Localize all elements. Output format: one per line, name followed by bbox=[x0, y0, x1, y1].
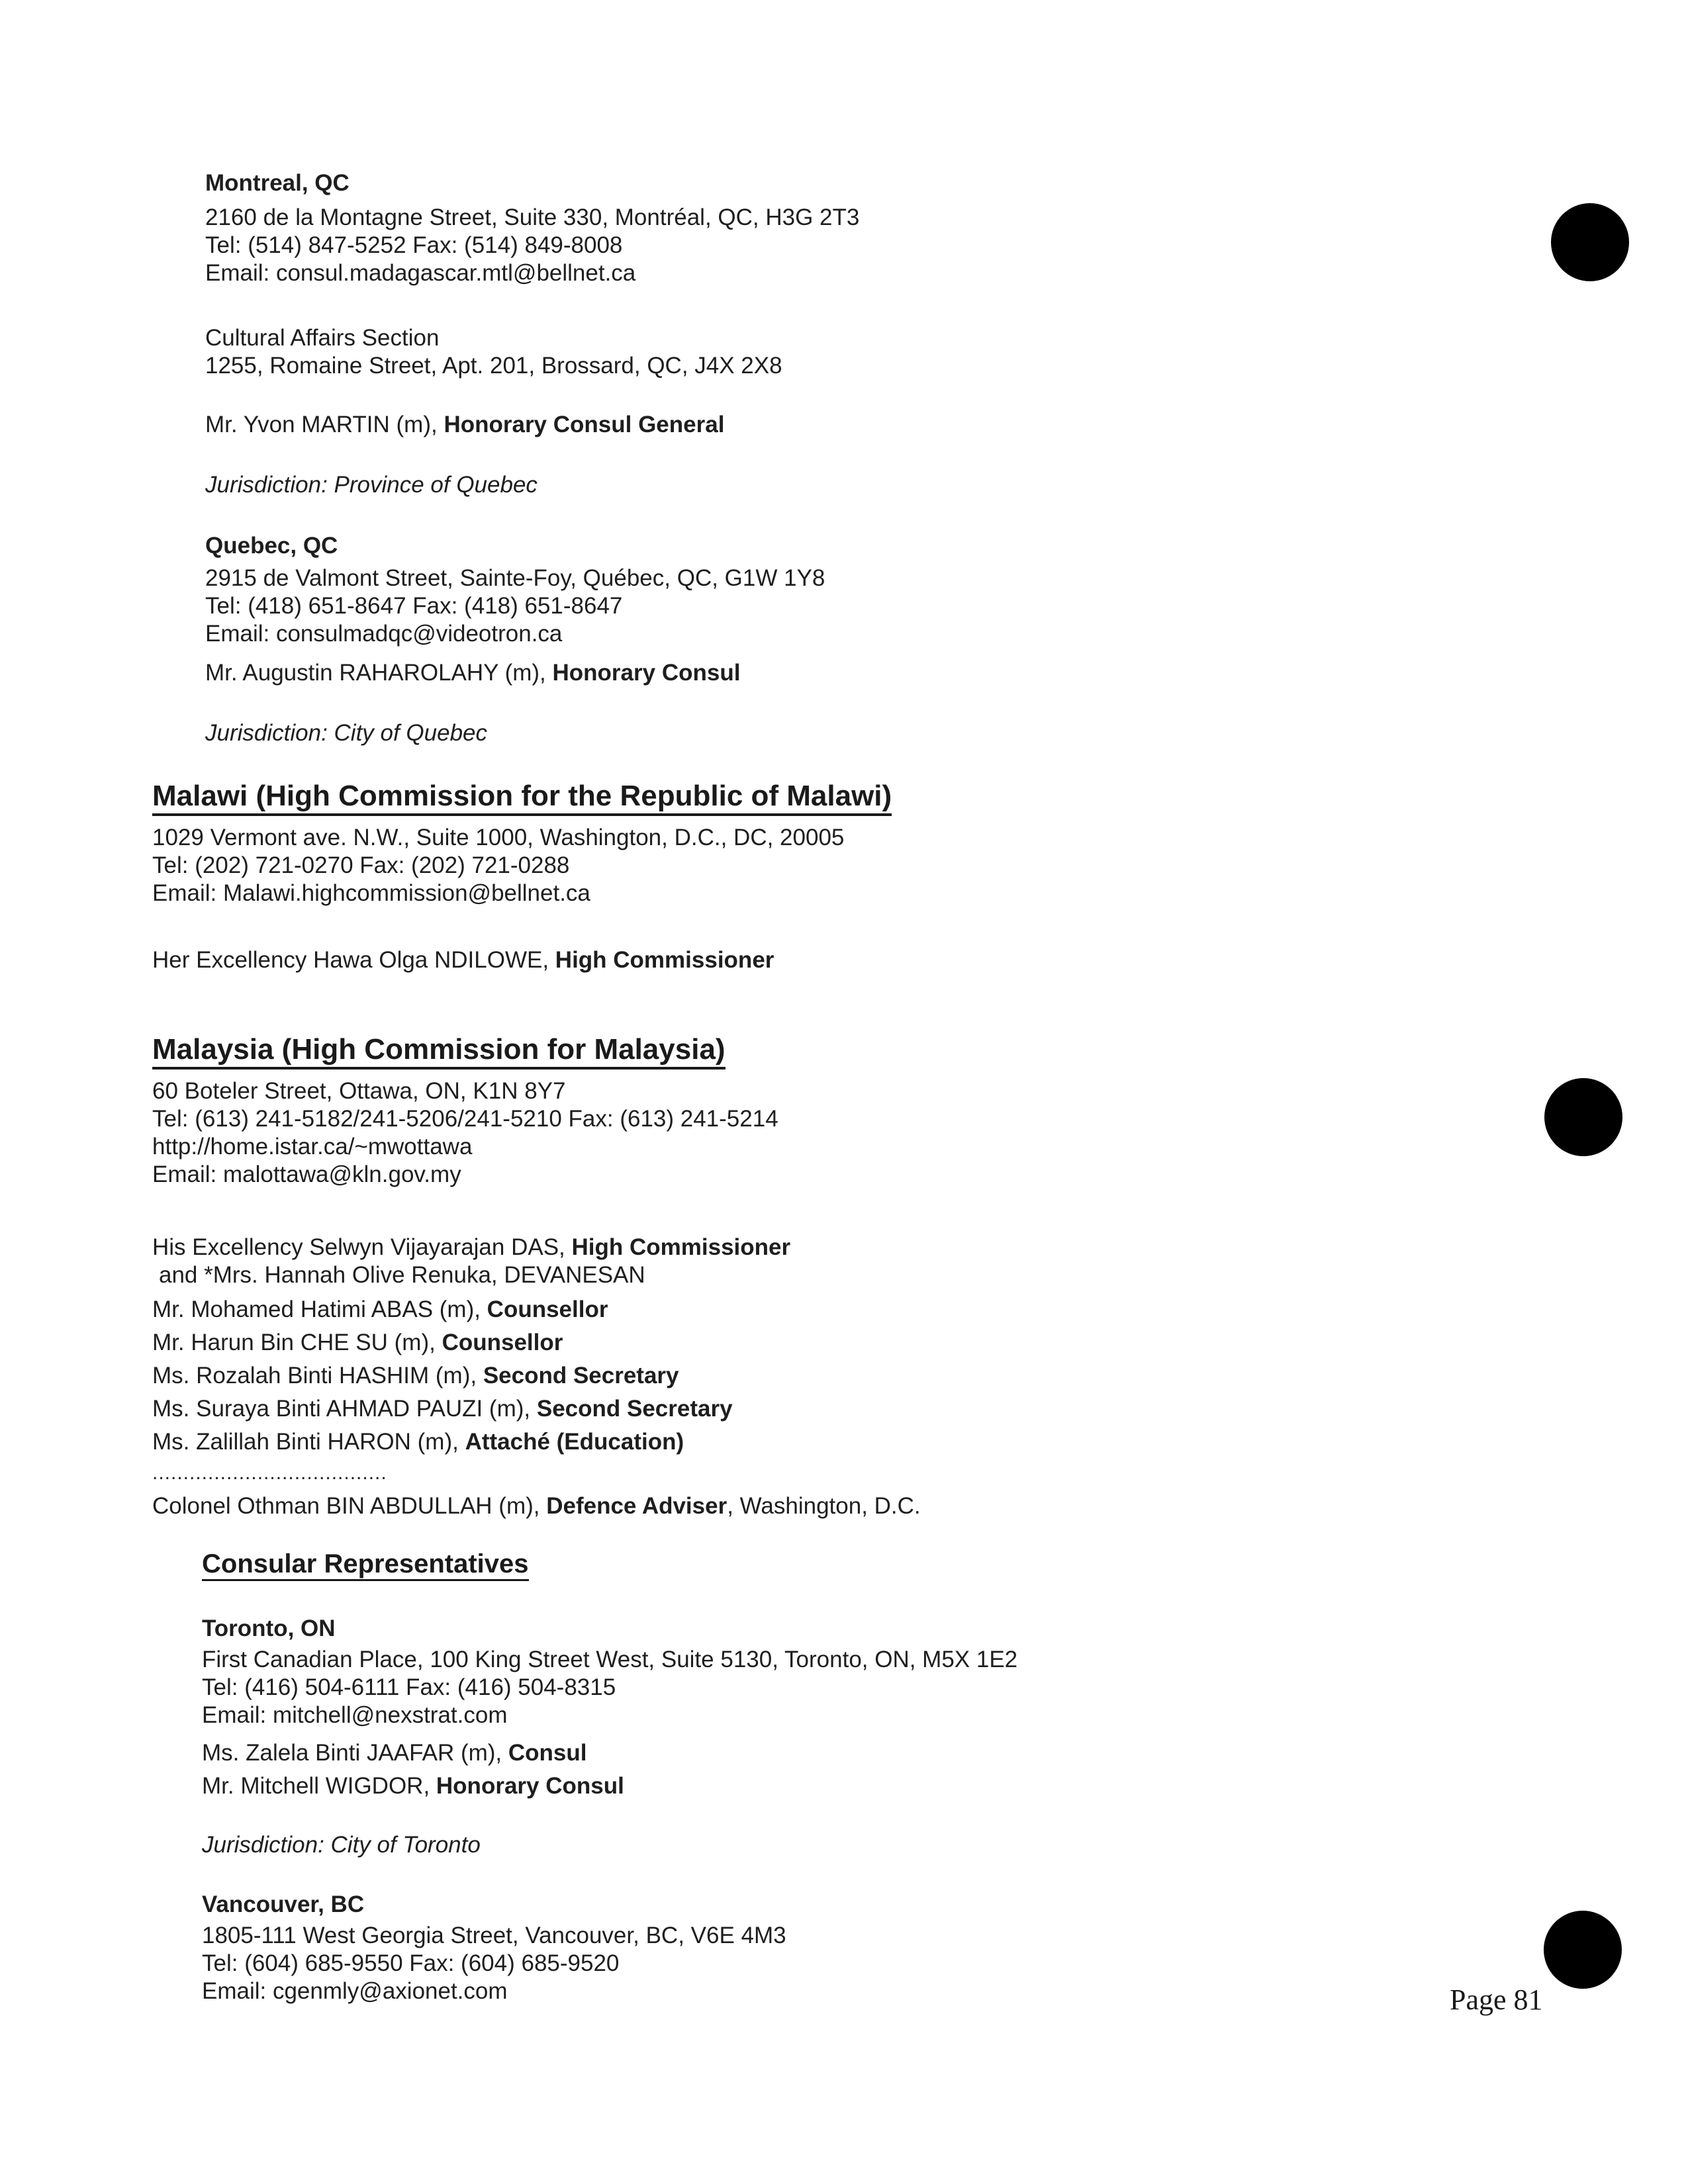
official-name: Her Excellency Hawa Olga NDILOWE, bbox=[152, 947, 555, 973]
toronto-email: Email: mitchell@nexstrat.com bbox=[202, 1702, 508, 1728]
malawi-address: 1029 Vermont ave. N.W., Suite 1000, Washington, D.C., DC, 20005 bbox=[152, 825, 845, 850]
official-title: Defence Adviser bbox=[546, 1493, 727, 1519]
official-title: Honorary Consul General bbox=[444, 412, 725, 437]
quebec-jurisdiction: Jurisdiction: City of Quebec bbox=[205, 720, 488, 746]
malawi-official bbox=[152, 946, 774, 974]
official-title: Counsellor bbox=[487, 1297, 608, 1322]
official-title: High Commissioner bbox=[555, 947, 774, 973]
toronto-city-heading: Toronto, ON bbox=[202, 1615, 336, 1641]
staff-entry bbox=[152, 1362, 679, 1390]
malaysia-defence-adviser bbox=[152, 1492, 921, 1520]
malawi-email: Email: Malawi.highcommission@bellnet.ca bbox=[152, 880, 590, 906]
official-title: Consul bbox=[508, 1740, 587, 1766]
malaysia-address: 60 Boteler Street, Ottawa, ON, K1N 8Y7 bbox=[152, 1078, 566, 1104]
official-title: High Commissioner bbox=[571, 1234, 791, 1260]
official-name: Mr. Mitchell WIGDOR, bbox=[202, 1773, 436, 1799]
official-name: Ms. Zalillah Binti HARON (m), bbox=[152, 1429, 465, 1455]
official-title: Honorary Consul bbox=[552, 660, 741, 686]
malaysia-heading: Malaysia (High Commission for Malaysia) bbox=[152, 1033, 726, 1069]
vancouver-tel: Tel: (604) 685-9550 Fax: (604) 685-9520 bbox=[202, 1950, 620, 1976]
malaysia-tel: Tel: (613) 241-5182/241-5206/241-5210 Fax: (613) 241-5214 bbox=[152, 1106, 778, 1132]
staff-entry bbox=[152, 1296, 608, 1324]
official-title: Second Secretary bbox=[536, 1396, 733, 1422]
toronto-address: First Canadian Place, 100 King Street West, Suite 5130, Toronto, ON, M5X 1E2 bbox=[202, 1647, 1018, 1672]
dotted-separator: ...................................... bbox=[152, 1462, 387, 1484]
malaysia-email: Email: malottawa@kln.gov.my bbox=[152, 1161, 461, 1187]
montreal-jurisdiction: Jurisdiction: Province of Quebec bbox=[205, 472, 538, 498]
quebec-address: 2915 de Valmont Street, Sainte-Foy, Québec, QC, G1W 1Y8 bbox=[205, 565, 825, 591]
official-name: His Excellency Selwyn Vijayarajan DAS, bbox=[152, 1234, 572, 1260]
official-title: Counsellor bbox=[442, 1330, 563, 1355]
staff-entry bbox=[152, 1428, 684, 1456]
official-name: Ms. Rozalah Binti HASHIM (m), bbox=[152, 1363, 483, 1388]
quebec-tel: Tel: (418) 651-8647 Fax: (418) 651-8647 bbox=[205, 593, 623, 619]
official-name: Mr. Augustin RAHAROLAHY (m), bbox=[205, 660, 553, 686]
montreal-cultural-address: 1255, Romaine Street, Apt. 201, Brossard, QC, J4X 2X8 bbox=[205, 353, 782, 379]
montreal-cultural-section: Cultural Affairs Section bbox=[205, 325, 440, 351]
montreal-email: Email: consul.madagascar.mtl@bellnet.ca bbox=[205, 260, 636, 286]
montreal-official bbox=[205, 411, 724, 439]
montreal-tel: Tel: (514) 847-5252 Fax: (514) 849-8008 bbox=[205, 232, 623, 258]
official-name: Ms. Zalela Binti JAAFAR (m), bbox=[202, 1740, 508, 1766]
vancouver-email: Email: cgenmly@axionet.com bbox=[202, 1978, 508, 2004]
montreal-city-heading: Montreal, QC bbox=[205, 170, 350, 196]
malaysia-head-of-mission bbox=[152, 1234, 790, 1261]
quebec-email: Email: consulmadqc@videotron.ca bbox=[205, 621, 563, 647]
toronto-official bbox=[202, 1739, 586, 1767]
montreal-address: 2160 de la Montagne Street, Suite 330, Montréal, QC, H3G 2T3 bbox=[205, 205, 860, 230]
official-title: Second Secretary bbox=[483, 1363, 679, 1388]
staff-entry bbox=[152, 1329, 563, 1357]
toronto-jurisdiction: Jurisdiction: City of Toronto bbox=[202, 1832, 481, 1858]
official-name: Mr. Yvon MARTIN (m), bbox=[205, 412, 444, 437]
malaysia-spouse: and *Mrs. Hannah Olive Renuka, DEVANESAN bbox=[159, 1262, 645, 1288]
toronto-tel: Tel: (416) 504-6111 Fax: (416) 504-8315 bbox=[202, 1674, 616, 1700]
official-name: Mr. Mohamed Hatimi ABAS (m), bbox=[152, 1297, 487, 1322]
official-name: Mr. Harun Bin CHE SU (m), bbox=[152, 1330, 442, 1355]
official-name: Ms. Suraya Binti AHMAD PAUZI (m), bbox=[152, 1396, 537, 1422]
vancouver-address: 1805-111 West Georgia Street, Vancouver, BC, V6E 4M3 bbox=[202, 1923, 786, 1948]
vancouver-city-heading: Vancouver, BC bbox=[202, 1891, 365, 1917]
punch-hole bbox=[1544, 1911, 1622, 1989]
punch-hole bbox=[1544, 1078, 1622, 1156]
punch-hole bbox=[1551, 203, 1629, 281]
consular-representatives-heading: Consular Representatives bbox=[202, 1549, 529, 1581]
official-name: Colonel Othman BIN ABDULLAH (m), bbox=[152, 1493, 547, 1519]
quebec-official bbox=[205, 659, 740, 687]
page-number: Page 81 bbox=[1450, 1983, 1543, 2016]
official-title: Attaché (Education) bbox=[465, 1429, 684, 1455]
official-location: , Washington, D.C. bbox=[727, 1493, 921, 1519]
official-title: Honorary Consul bbox=[436, 1773, 624, 1799]
toronto-official bbox=[202, 1772, 624, 1800]
malawi-heading: Malawi (High Commission for the Republic of Malawi) bbox=[152, 780, 892, 816]
malawi-tel: Tel: (202) 721-0270 Fax: (202) 721-0288 bbox=[152, 852, 570, 878]
malaysia-website: http://home.istar.ca/~mwottawa bbox=[152, 1134, 473, 1160]
quebec-city-heading: Quebec, QC bbox=[205, 533, 338, 559]
staff-entry bbox=[152, 1395, 733, 1423]
